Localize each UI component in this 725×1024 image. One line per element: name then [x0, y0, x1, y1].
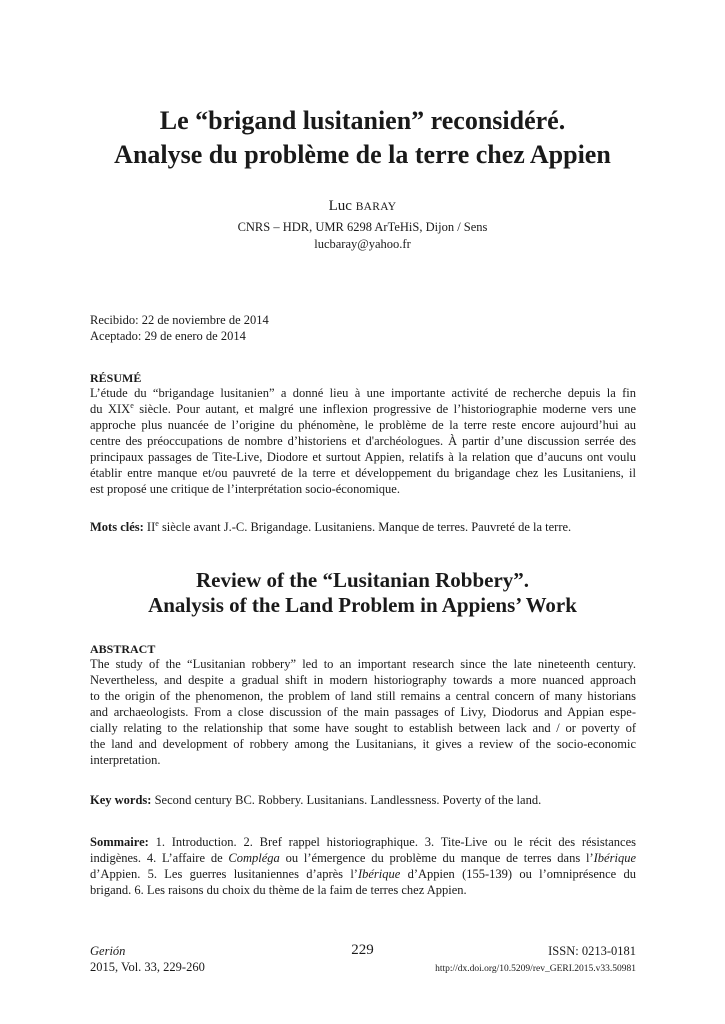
resume-heading: RÉSUMÉ: [90, 371, 142, 385]
resume-line: approche plus nuancée de l’origine du phénomène, le problème de la terre reste encore aujourd’hui au: [90, 418, 636, 432]
article-title-en-line1: Review of the “Lusitanian Robbery”.: [195, 568, 530, 592]
journal-volume: 2015, Vol. 33, 229-260: [90, 960, 205, 974]
issn: ISSN: 0213-0181: [548, 944, 636, 958]
abstract-line: cially relating to the relationship that some have sought to establish between lack and / or poverty of: [90, 721, 636, 735]
author-email[interactable]: lucbaray@yahoo.fr: [314, 237, 411, 251]
abstract-line: to the origin of the phenomenon, the problem of land still remains a central concern of many historians: [90, 689, 636, 703]
sommaire-text: d’Appien. 5. Les guerres lusitaniennes d’après l’: [90, 867, 358, 881]
abstract-line: interpretation.: [90, 753, 161, 767]
article-title-en-line2: Analysis of the Land Problem in Appiens’ Work: [148, 593, 577, 617]
doi-link[interactable]: http://dx.doi.org/10.5209/rev_GERI.2015.v33.50981: [435, 964, 636, 974]
date-received: Recibido: 22 de noviembre de 2014: [90, 313, 269, 327]
key-words-text: Second century BC. Robbery. Lusitanians. Landlessness. Poverty of the land.: [151, 793, 542, 807]
journal-name: Gerión: [90, 944, 126, 958]
resume-line: centre des préoccupations de nombre d’historiens et d'archéologues. À partir d’une discussion serrée des: [90, 434, 636, 448]
author-first-name: Luc: [328, 198, 352, 214]
author-name: [0, 198, 725, 215]
abstract-line: the land and development of robbery among the Lusitanians, it gives a review of the socio-economic: [90, 737, 636, 751]
author-affiliation: CNRS – HDR, UMR 6298 ArTeHiS, Dijon / Sens: [237, 220, 488, 234]
resume-line: est proposé une critique de l’interprétation socio-économique.: [90, 482, 400, 496]
sommaire-label: Sommaire:: [90, 835, 149, 849]
resume-line: principaux passages de Tite-Live, Diodore et surtout Appien, relatifs à la relation que d’aucuns ont voulu: [90, 450, 636, 464]
abstract-line: Nevertheless, and despite a gradual shift in modern historiography towards a more nuanced approach: [90, 673, 636, 687]
sommaire-line: [90, 866, 636, 882]
page-number: 229: [351, 942, 374, 958]
article-title-fr-line1: Le “brigand lusitanien” reconsidéré.: [159, 106, 566, 135]
superscript: e: [155, 518, 159, 528]
mots-cles: [90, 519, 636, 535]
key-words-label: Key words:: [90, 793, 152, 807]
date-accepted: Aceptado: 29 de enero de 2014: [90, 329, 246, 343]
resume-text: du XIX: [90, 402, 131, 416]
footer-issn: [435, 943, 636, 977]
mots-cles-pre: II: [143, 520, 156, 534]
resume-line: établir entre manque et/ou pauvreté de la terre et développement du brigandage chez les Lusitaniens, il: [90, 466, 636, 480]
article-title-fr-line2: Analyse du problème de la terre chez Appien: [114, 140, 611, 169]
sommaire-paragraph: [90, 834, 636, 898]
resume-line: L’étude du “brigandage lusitanien” a donné lieu à une importante activité de recherche depuis la fin: [90, 386, 636, 400]
sommaire-line: brigand. 6. Les raisons du choix du thème de la faim de terres chez Appien.: [90, 883, 467, 897]
author-last-name: BARAY: [355, 201, 397, 213]
abstract-line: The study of the “Lusitanian robbery” led to an important research since the late nineteenth century.: [90, 657, 636, 671]
abstract-heading: ABSTRACT: [90, 642, 156, 656]
sommaire-italic: Ibérique: [357, 867, 401, 881]
superscript: e: [130, 400, 134, 410]
key-words: [90, 792, 636, 808]
sommaire-text: ou l’émergence du problème du manque de terres dans l’: [279, 851, 594, 865]
mots-cles-text: siècle avant J.-C. Brigandage. Lusitaniens. Manque de terres. Pauvreté de la terre.: [158, 520, 572, 534]
sommaire-italic: Ibérique: [593, 851, 636, 865]
abstract-paragraph: [90, 656, 636, 768]
sommaire-line: [90, 834, 636, 850]
resume-text: siècle. Pour autant, et malgré une inflexion progressive de l’historiographie moderne vers une: [133, 402, 637, 416]
abstract-line: and archaeologists. From a close discussion of the main passages of Livy, Diodorus and Appian espe-: [90, 705, 636, 719]
sommaire-italic: Compléga: [228, 851, 280, 865]
resume-paragraph: [90, 385, 636, 497]
sommaire-line: [90, 850, 636, 866]
sommaire-text: 1. Introduction. 2. Bref rappel historiographique. 3. Tite-Live ou le récit des résistances: [148, 835, 636, 849]
mots-cles-label: Mots clés:: [90, 520, 144, 534]
resume-line: [90, 401, 636, 417]
sommaire-text: indigènes. 4. L’affaire de: [90, 851, 229, 865]
sommaire-text: d’Appien (155-139) ou l’omniprésence du: [400, 867, 636, 881]
